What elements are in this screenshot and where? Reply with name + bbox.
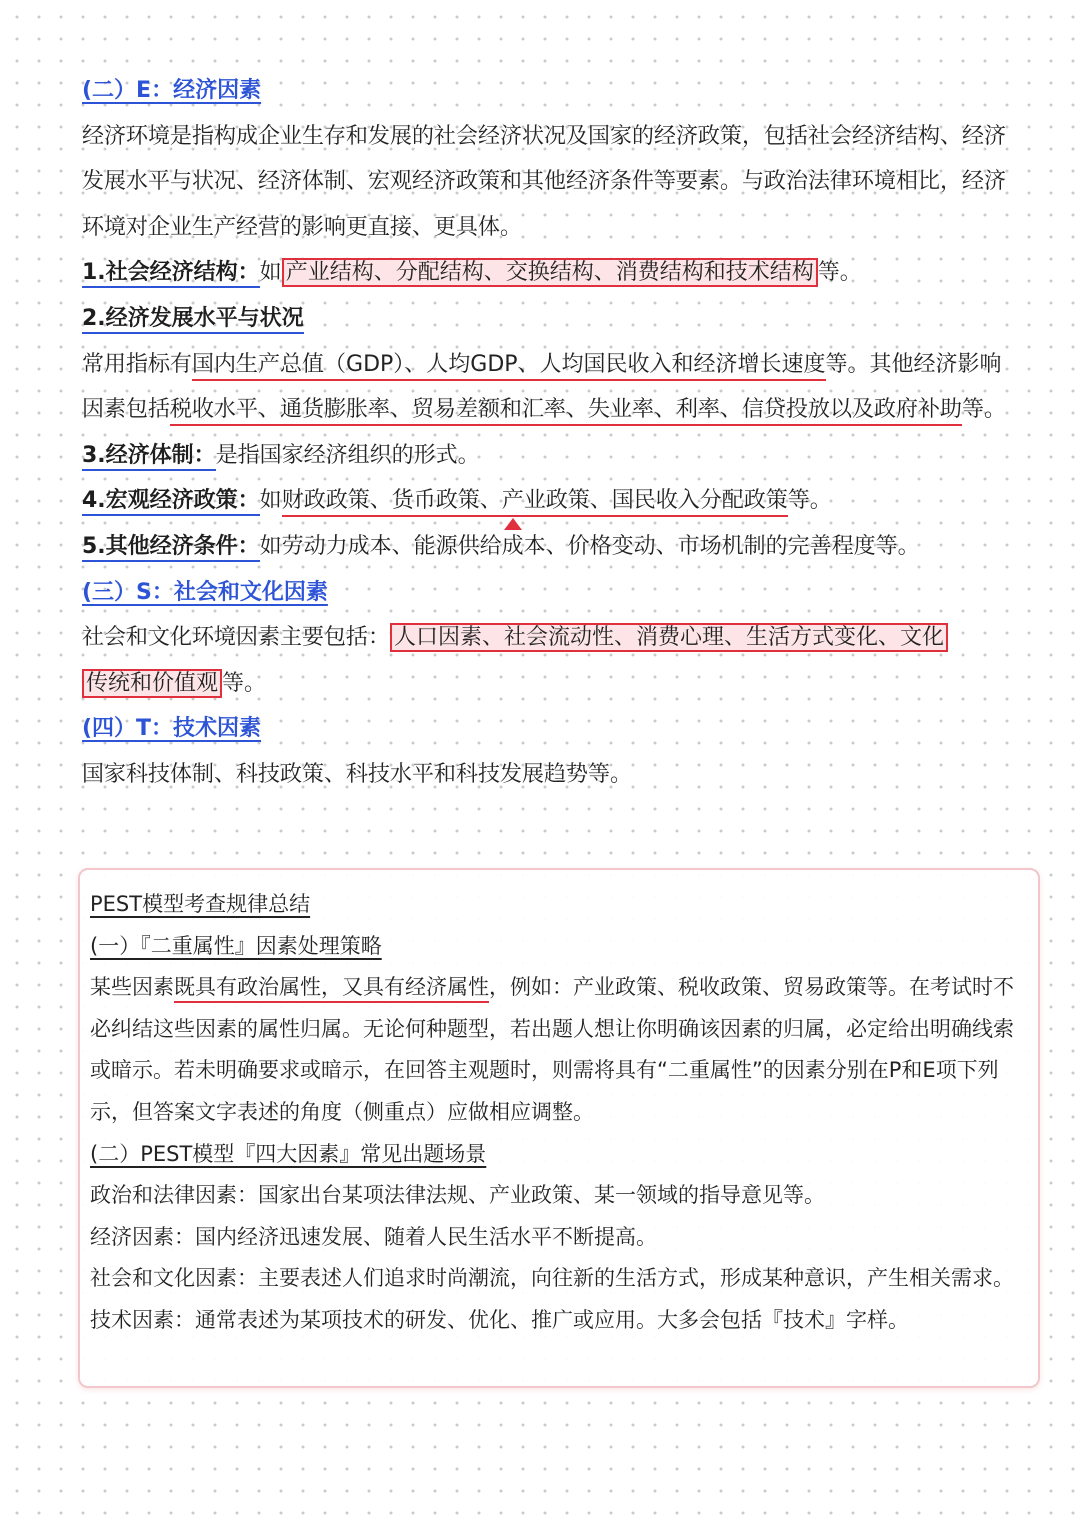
- section-e-intro: 经济环境是指构成企业生存和发展的社会经济状况及国家的经济政策，包括社会经济结构、经济发展水平与状况、经济体制、宏观经济政策和其他经济条件等要素。与政治法律环境相比，经济环境对企业生产经营的影响更直接、更具体。: [82, 123, 1007, 240]
- item-4: [82, 478, 1022, 524]
- summary-sub1: [90, 926, 1028, 968]
- item-2-heading: [82, 296, 1022, 342]
- item-4-label: 4.宏观经济政策：: [82, 488, 260, 516]
- summary-p1: [90, 967, 1028, 1133]
- item-1-post: 等。: [817, 260, 862, 286]
- summary-line-political: 政治和法律因素：国家出台某项法律法规、产业政策、某一领域的指导意见等。: [90, 1183, 825, 1208]
- section-s-heading-text: (三）S：社会和文化因素: [82, 579, 328, 605]
- item-1: [82, 250, 1022, 296]
- item-2-body: [82, 342, 1022, 433]
- summary-p1-underline: 既具有政治属性，又具有经济属性: [174, 975, 489, 1003]
- section-t-body: 国家科技体制、科技政策、科技水平和科技发展趋势等。: [82, 761, 633, 787]
- item-1-highlight: 产业结构、分配结构、交换结构、消费结构和技术结构: [282, 258, 818, 287]
- section-s-body: [82, 615, 1022, 706]
- section-t-heading: [82, 706, 1022, 752]
- summary-line-technology: 技术因素：通常表述为某项技术的研发、优化、推广或应用。大多会包括『技术』字样。: [90, 1307, 909, 1332]
- section-s-heading: [82, 570, 1022, 616]
- summary-box: [78, 868, 1040, 1388]
- section-t-heading-text: (四）T：技术因素: [82, 716, 262, 742]
- section-e-heading-text: (二）E：经济因素: [82, 78, 262, 103]
- item-5: [82, 524, 1022, 570]
- item-2-b-post: 等。: [962, 397, 1007, 423]
- summary-sub1-text: (一）『二重属性』因素处理策略: [90, 933, 382, 958]
- summary-sub2-text: (二）PEST模型『四大因素』常见出题场景: [90, 1141, 487, 1166]
- section-s-post: 等。: [222, 670, 267, 696]
- item-3: [82, 433, 1022, 479]
- item-1-pre: 如: [259, 260, 282, 286]
- section-s-highlight-a: 人口因素、社会流动性、消费心理、生活方式变化、文化: [390, 623, 948, 652]
- item-2-a-underline: 国内生产总值（GDP）、人均GDP、人均国民收入和经济增长速度: [192, 352, 826, 381]
- section-s-highlight-b: 传统和价值观: [82, 669, 222, 698]
- summary-sub2: [90, 1134, 1028, 1176]
- item-4-triangle-mark: 产: [502, 478, 524, 524]
- item-5-label: 5.其他经济条件：: [82, 534, 260, 562]
- item-4-underline: [282, 488, 788, 517]
- item-3-label: 3.经济体制：: [82, 443, 216, 471]
- item-2-a-post: 等。其他经济影响因素包括: [82, 351, 1002, 423]
- item-4-underline-b: 业政策、国民收入分配政策: [523, 488, 788, 514]
- item-4-post: 等。: [787, 488, 832, 514]
- summary-title: [90, 884, 1028, 926]
- item-3-text: 是指国家经济组织的形式。: [215, 442, 480, 468]
- item-2-b-underline: 税收水平、通货膨胀率、贸易差额和汇率、失业率、利率、信贷投放以及政府补助: [170, 397, 962, 426]
- summary-line-social: 社会和文化因素：主要表述人们追求时尚潮流，向往新的生活方式，形成某种意识，产生相关需求。: [90, 1266, 1014, 1291]
- section-e-heading: [82, 68, 1022, 114]
- summary-title-text: PEST模型考查规律总结: [90, 892, 311, 916]
- summary-p1-pre: 某些因素: [90, 975, 174, 1000]
- item-5-text: 如劳动力成本、能源供给成本、价格变动、市场机制的完善程度等。: [259, 533, 920, 559]
- summary-line-economic: 经济因素：国内经济迅速发展、随着人民生活水平不断提高。: [90, 1224, 657, 1249]
- item-1-label: 1.社会经济结构：: [82, 260, 260, 288]
- item-4-underline-a: 财政政策、货币政策、: [281, 488, 502, 514]
- item-4-pre: 如: [259, 488, 282, 514]
- section-s-pre: 社会和文化环境因素主要包括：: [82, 625, 391, 651]
- summary-p1-post: ，例如：产业政策、税收政策、贸易政策等。在考试时不必纠结这些因素的属性归属。无论何种题型，若出题人想让你明确该因素的归属，必定给出明确线索或暗示。若未明确要求或暗示，在回答主观题时，则需将具有“二重属性”的因素分别在P和E项下列示，但答案文字表述的角度（侧重点）应做相应调整。: [90, 975, 1014, 1124]
- item-2-label: 2.经济发展水平与状况: [82, 306, 304, 334]
- item-2-a-pre: 常用指标有: [82, 351, 193, 377]
- main-content: [82, 68, 1022, 798]
